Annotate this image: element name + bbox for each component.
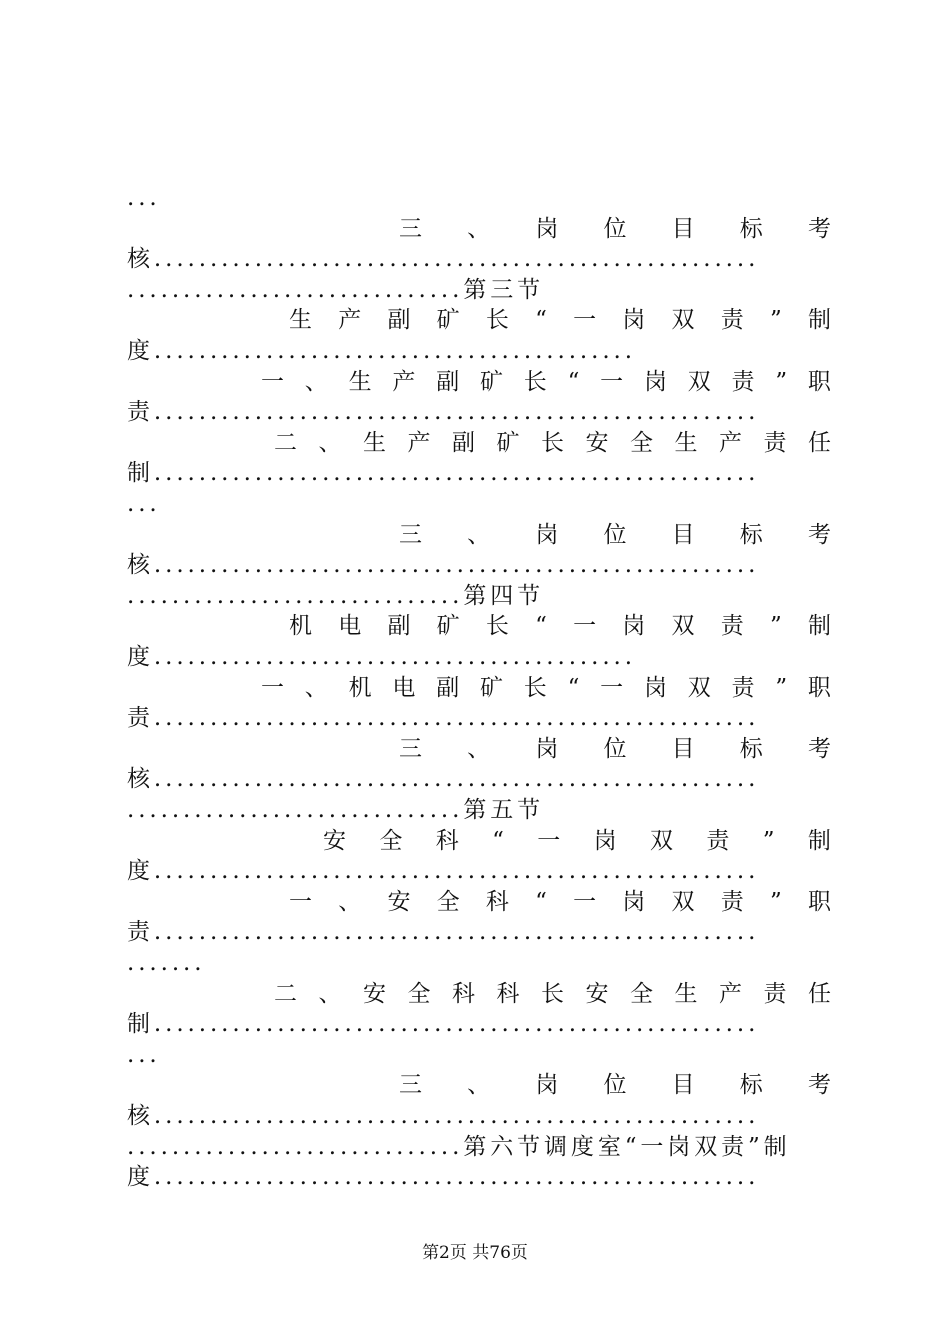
toc-line: 核...................................................... [127,552,760,578]
toc-line: 三 、 岗 位 目 标 考 [399,736,831,762]
toc-line: 三 、 岗 位 目 标 考 [399,1072,831,1098]
toc-line: ... [127,1042,161,1068]
toc-line: ... [127,491,161,517]
toc-line: 度........................................... [127,644,636,670]
toc-line: 责...................................................... [127,705,760,731]
toc-line: 度........................................... [127,338,636,364]
toc-line: 生 产 副 矿 长 “ 一 岗 双 责 ” 制 [289,307,831,333]
toc-line: 度...................................................... [127,1164,760,1190]
toc-line: 核...................................................... [127,246,760,272]
toc-line: ... [127,185,161,211]
toc-line: 制...................................................... [127,1011,760,1037]
toc-line: 核...................................................... [127,1103,760,1129]
toc-line: ....... [127,950,206,976]
document-body [127,0,831,1344]
toc-line: 一 、 生 产 副 矿 长 “ 一 岗 双 责 ” 职 [261,369,831,395]
toc-line: 一 、 机 电 副 矿 长 “ 一 岗 双 责 ” 职 [261,675,831,701]
toc-line: 责...................................................... [127,399,760,425]
toc-line: ..............................第四节 [127,583,545,609]
toc-line: 二 、 安 全 科 科 长 安 全 生 产 责 任 [274,981,831,1007]
toc-line: 三 、 岗 位 目 标 考 [399,522,831,548]
toc-line: 机 电 副 矿 长 “ 一 岗 双 责 ” 制 [289,613,831,639]
toc-line: 一 、 安 全 科 “ 一 岗 双 责 ” 职 [289,889,831,915]
toc-line: 责...................................................... [127,919,760,945]
page-footer: 第2页 共76页 [422,1243,528,1263]
toc-line: 制...................................................... [127,460,760,486]
toc-line: ..............................第六节调度室“一岗双责”制 [127,1134,791,1160]
toc-line: ..............................第三节 [127,277,545,303]
toc-line: 核...................................................... [127,766,760,792]
toc-line: 三 、 岗 位 目 标 考 [399,216,831,242]
toc-line: ..............................第五节 [127,797,545,823]
toc-line: 安 全 科 “ 一 岗 双 责 ” 制 [323,828,831,854]
toc-line: 度...................................................... [127,858,760,884]
toc-line: 二 、 生 产 副 矿 长 安 全 生 产 责 任 [274,430,831,456]
